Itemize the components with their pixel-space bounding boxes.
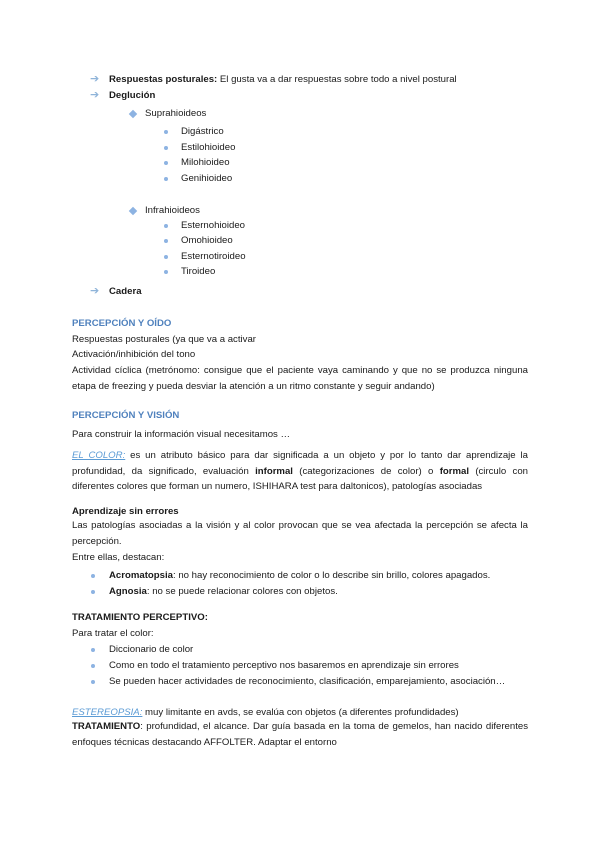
item-label: Agnosia xyxy=(109,586,147,597)
item-label: Respuestas posturales: xyxy=(109,74,218,85)
dot-bullet-icon xyxy=(164,270,168,274)
list-item-deglucion xyxy=(109,90,155,102)
dot-bullet-icon xyxy=(164,161,168,165)
list-item: Genihioideo xyxy=(181,173,233,184)
list-item-respuestas-posturales xyxy=(109,74,457,86)
list-item: Tiroideo xyxy=(181,266,216,277)
list-item: Milohioideo xyxy=(181,157,230,168)
paragraph-line: Respuestas posturales (ya que va a activar xyxy=(72,334,256,345)
item-text: : no hay reconocimiento de color o lo describe sin brillo, colores apagados. xyxy=(172,570,491,581)
section-heading-tratamiento: TRATAMIENTO PERCEPTIVO: xyxy=(72,612,208,623)
dot-bullet-icon xyxy=(164,177,168,181)
list-item-agnosia xyxy=(109,586,338,598)
paragraph-line: Para tratar el color: xyxy=(72,628,154,639)
estereopsia-link[interactable]: ESTEREOPSIA: xyxy=(72,707,143,718)
paragraph-actividad-ciclica: Actividad cíclica (metrónomo: consigue que el paciente vaya caminando y que no se produzca ninguna etapa de freezing y pueda desviar la atención a un ritmo constante y seguir andando) xyxy=(72,365,528,392)
section-heading-percepcion-oido: PERCEPCIÓN Y OÍDO xyxy=(72,318,172,329)
dot-bullet-icon xyxy=(164,130,168,134)
list-item: Estilohioideo xyxy=(181,142,236,153)
text: es un atributo básico para dar significada a un objeto y por lo tanto dar aprendizaje la profundidad, da significado, evaluación xyxy=(72,450,529,477)
list-item: Esternotiroideo xyxy=(181,251,246,262)
item-label: Acromatopsia xyxy=(109,570,173,581)
arrow-bullet-icon: ➔ xyxy=(90,89,100,101)
diamond-bullet-icon xyxy=(129,207,137,215)
paragraph-aprendizaje: Las patologías asociadas a la visión y al color provocan que se vea afectada la percepción se afecta la percepción. xyxy=(72,520,528,547)
dot-bullet-icon xyxy=(91,574,95,578)
list-item-cadera xyxy=(109,286,142,298)
list-item: Omohioideo xyxy=(181,235,233,246)
list-item: Esternohioideo xyxy=(181,220,246,231)
item-label: Cadera xyxy=(109,286,142,297)
arrow-bullet-icon: ➔ xyxy=(90,285,100,297)
paragraph-tratamiento-estereopsia xyxy=(72,719,528,750)
item-label: Deglución xyxy=(109,90,156,101)
list-item: Como en todo el tratamiento perceptivo nos basaremos en aprendizaje sin errores xyxy=(109,660,459,671)
text: : profundidad, el alcance. Dar guía basada en la toma de gemelos, han nacido diferentes enfoques técnicas destacando AFFOLTER. Adaptar el entorno xyxy=(72,721,528,748)
dot-bullet-icon xyxy=(164,255,168,259)
item-text: : no se puede relacionar colores con objetos. xyxy=(146,586,338,597)
list-item: Se pueden hacer actividades de reconocimiento, clasificación, emparejamiento, asociación… xyxy=(109,676,506,687)
text-bold: informal xyxy=(255,465,293,477)
list-item-acromatopsia xyxy=(109,570,490,582)
el-color-link[interactable]: EL COLOR: xyxy=(72,450,126,461)
paragraph-estereopsia xyxy=(72,707,459,719)
text: (categorizaciones de color) o xyxy=(292,465,440,477)
sublist-label-infrahioideos: Infrahioideos xyxy=(145,205,200,216)
diamond-bullet-icon xyxy=(129,110,137,118)
section-heading-percepcion-vision: PERCEPCIÓN Y VISIÓN xyxy=(72,410,180,421)
text-bold: TRATAMIENTO xyxy=(72,721,141,732)
paragraph-el-color xyxy=(72,448,528,495)
paragraph-line: Entre ellas, destacan: xyxy=(72,552,165,563)
dot-bullet-icon xyxy=(91,680,95,684)
text: muy limitante en avds, se evalúa con objetos (a diferentes profundidades) xyxy=(142,707,459,718)
dot-bullet-icon xyxy=(164,239,168,243)
paragraph-line: Para construir la información visual necesitamos … xyxy=(72,429,291,440)
text-bold: formal xyxy=(439,465,470,477)
list-item: Digástrico xyxy=(181,126,224,137)
dot-bullet-icon xyxy=(164,146,168,150)
sublist-label-suprahioideos: Suprahioideos xyxy=(145,108,207,119)
text: (circulo con diferentes colores que forman un numero, ISHIHARA test para daltonicos), patologías asociadas xyxy=(72,465,529,493)
paragraph-line: Activación/inhibición del tono xyxy=(72,349,196,360)
list-item: Diccionario de color xyxy=(109,644,194,655)
dot-bullet-icon xyxy=(91,590,95,594)
arrow-bullet-icon: ➔ xyxy=(90,73,100,85)
subheading-aprendizaje: Aprendizaje sin errores xyxy=(72,506,179,517)
dot-bullet-icon xyxy=(91,664,95,668)
dot-bullet-icon xyxy=(164,224,168,228)
dot-bullet-icon xyxy=(91,648,95,652)
item-text: El gusta va a dar respuestas sobre todo a nivel postural xyxy=(217,74,457,85)
